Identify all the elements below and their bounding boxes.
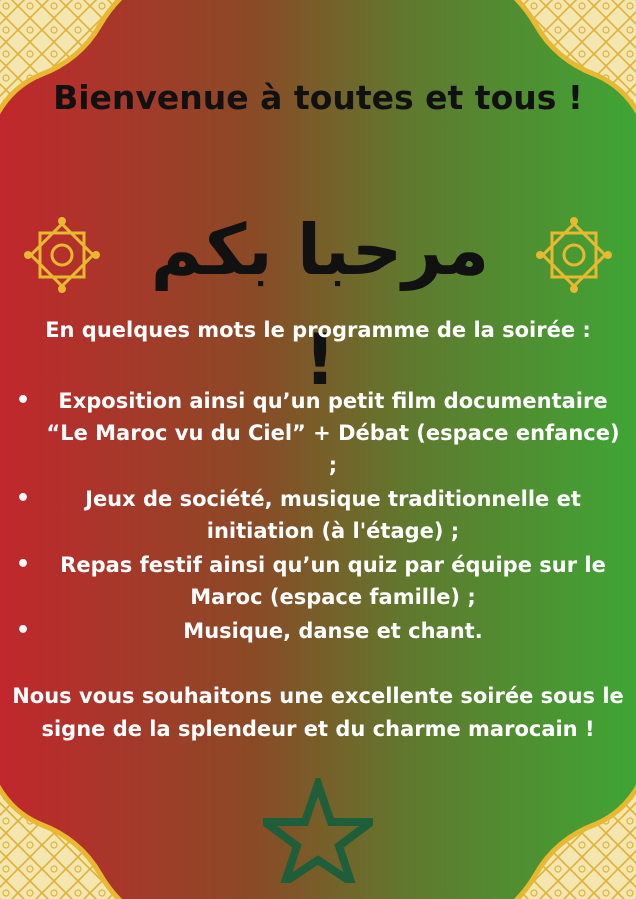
page-title: Bienvenue à toutes et tous ! [53,78,583,117]
list-item [14,615,626,647]
list-item [14,549,626,613]
corner-ornament-icon [466,729,636,899]
program-item-text: Repas festif ainsi qu’un quiz par équipe sur le Maroc (espace famille) ; [60,553,606,609]
eight-point-star-ornament-icon [22,215,102,295]
moroccan-star-icon [263,778,373,883]
bullet-icon: • [16,552,31,577]
list-item [14,483,626,547]
eight-point-star-ornament-icon [534,215,614,295]
list-item [14,385,626,481]
arabic-greeting: مرحبا بكم ! [150,209,490,401]
program-item-text: Jeux de société, musique traditionnelle et initiation (à l'étage) ; [85,487,581,543]
closing-message: Nous vous souhaitons une excellente soirée sous le signe de la splendeur et du charme marocain ! [12,684,624,741]
bullet-icon: • [16,388,31,413]
bullet-icon: • [16,486,31,511]
program-item-text: Exposition ainsi qu’un petit film documentaire “Le Maroc vu du Ciel” + Débat (espace enfance) ; [46,389,620,477]
program-intro: En quelques mots le programme de la soirée : [45,318,591,342]
bullet-icon: • [16,618,31,643]
corner-ornament-icon [0,729,170,899]
program-item-text: Musique, danse et chant. [183,619,483,643]
program-list [14,385,626,649]
